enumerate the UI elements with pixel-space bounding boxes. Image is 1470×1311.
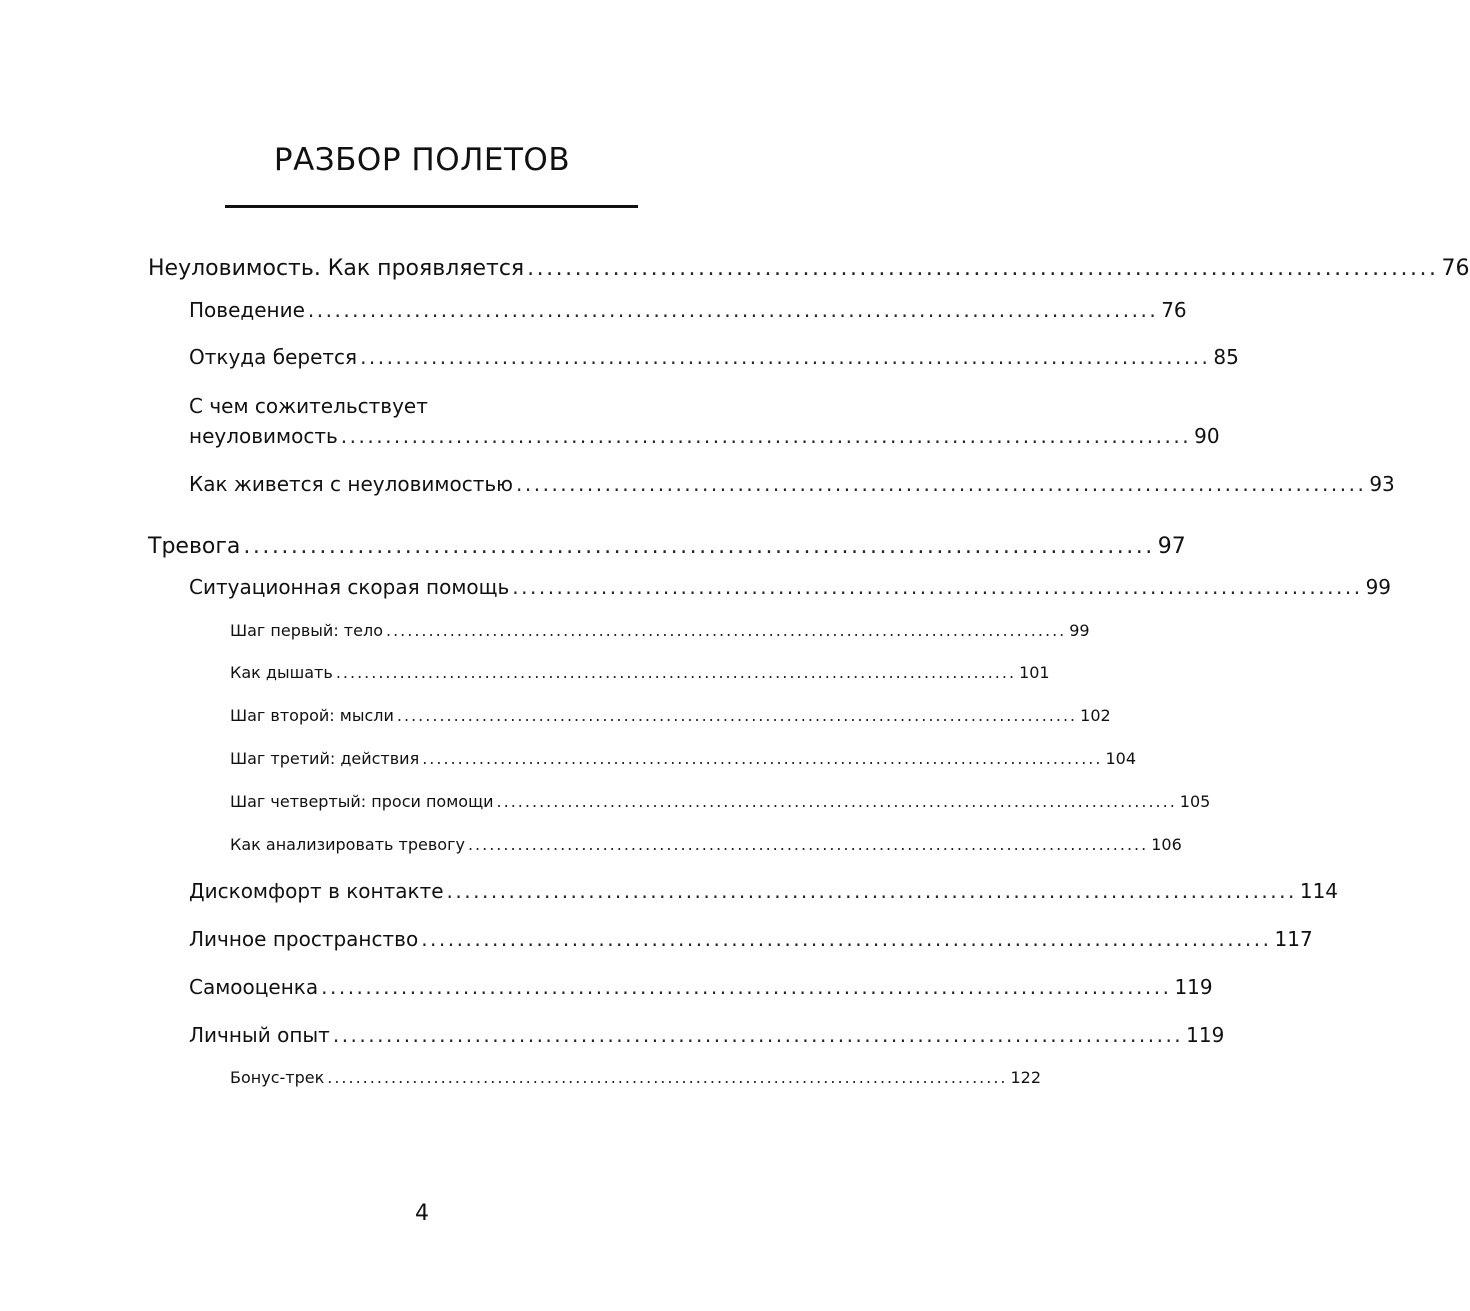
- toc-entry-shag-4[interactable]: [230, 791, 1211, 813]
- toc-entry-label: Дискомфорт в контакте: [189, 879, 444, 903]
- dot-leader: ................................................................................................: [496, 792, 1177, 811]
- dot-leader: ................................................................................................: [332, 1023, 1184, 1047]
- toc-entry-shag-1[interactable]: [230, 620, 1090, 642]
- toc-entry-page: 106: [1151, 835, 1182, 854]
- toc-entry-trevoga[interactable]: [148, 533, 1186, 561]
- dot-leader: ................................................................................................: [307, 298, 1159, 322]
- dot-leader: ................................................................................................: [421, 927, 1272, 951]
- toc-entry-page: 122: [1010, 1068, 1042, 1087]
- toc-entry-page: 99: [1365, 575, 1392, 599]
- toc-entry-shag-2[interactable]: [230, 705, 1111, 727]
- toc-entry-otkuda[interactable]: [189, 344, 1239, 370]
- toc-entry-kak-dyshat[interactable]: [230, 662, 1050, 684]
- toc-entry-page: 76: [1161, 298, 1187, 322]
- toc-entry-label: Личный опыт: [189, 1023, 330, 1047]
- dot-leader: ................................................................................................: [243, 534, 1155, 559]
- toc-entry-lichnoe-prostranstvo[interactable]: [189, 926, 1313, 952]
- toc-entry-neulovimost[interactable]: [148, 255, 1470, 283]
- toc-entry-page: 119: [1174, 975, 1213, 999]
- toc-entry-analiz-trevogi[interactable]: [230, 834, 1182, 856]
- toc-entry-page: 114: [1299, 879, 1339, 903]
- toc-entry-samoocenka[interactable]: [189, 974, 1213, 1000]
- toc-entry-label: Шаг четвертый: проси помощи: [230, 792, 494, 811]
- toc-entry-label: Шаг первый: тело: [230, 621, 383, 640]
- dot-leader: ................................................................................................: [516, 472, 1367, 496]
- toc-entry-label: Неуловимость. Как проявляется: [148, 256, 525, 281]
- toc-entry-page: 101: [1019, 663, 1050, 682]
- toc-entry-label: Поведение: [189, 298, 305, 322]
- page-number: 4: [415, 1201, 429, 1226]
- toc-entry-page: 105: [1179, 792, 1211, 811]
- toc-entry-bonus-trek[interactable]: [230, 1067, 1042, 1089]
- toc-entry-label: Самооценка: [189, 975, 319, 999]
- toc-entry-label: Как дышать: [230, 663, 333, 682]
- toc-entry-povedenie[interactable]: [189, 297, 1187, 323]
- page-title: РАЗБОР ПОЛЕТОВ: [273, 142, 571, 178]
- toc-entry-label: Личное пространство: [189, 927, 419, 951]
- toc-entry-diskomfort[interactable]: [189, 878, 1339, 904]
- toc-entry-label-line1: С чем сожительствует: [189, 394, 428, 418]
- title-underline: [225, 205, 638, 208]
- toc-entry-kak-zhivetsya[interactable]: [189, 471, 1395, 497]
- toc-entry-label: Шаг второй: мысли: [230, 706, 394, 725]
- toc-entry-page: 85: [1213, 345, 1239, 369]
- toc-entry-skoraya-pomosh[interactable]: [189, 574, 1392, 600]
- dot-leader: ................................................................................................: [527, 256, 1439, 281]
- toc-entry-shag-3[interactable]: [230, 748, 1136, 770]
- dot-leader: ................................................................................................: [340, 424, 1192, 448]
- dot-leader: ................................................................................................: [446, 879, 1297, 903]
- toc-entry-page: 76: [1441, 256, 1470, 281]
- toc-entry-lichnyj-opyt[interactable]: [189, 1022, 1225, 1048]
- toc-entry-page: 117: [1274, 927, 1313, 951]
- toc-entry-sozhitelstvuet[interactable]: [189, 423, 1220, 449]
- toc-entry-page: 97: [1157, 534, 1186, 559]
- toc-entry-label: Бонус-трек: [230, 1068, 325, 1087]
- dot-leader: ................................................................................................: [385, 621, 1067, 640]
- toc-entry-label: Как живется с неуловимостью: [189, 472, 514, 496]
- toc-entry-page: 90: [1194, 424, 1220, 448]
- toc-entry-label: Как анализировать тревогу: [230, 835, 465, 854]
- toc-entry-page: 99: [1069, 621, 1090, 640]
- toc-entry-label: неуловимость: [189, 424, 338, 448]
- dot-leader: ................................................................................................: [467, 835, 1149, 854]
- toc-entry-label: Тревога: [148, 534, 241, 559]
- dot-leader: ................................................................................................: [512, 575, 1363, 599]
- dot-leader: ................................................................................................: [360, 345, 1211, 369]
- toc-entry-page: 93: [1369, 472, 1395, 496]
- toc-entry-label: Откуда берется: [189, 345, 358, 369]
- dot-leader: ................................................................................................: [396, 706, 1078, 725]
- dot-leader: ................................................................................................: [321, 975, 1172, 999]
- dot-leader: ................................................................................................: [422, 749, 1103, 768]
- dot-leader: ................................................................................................: [327, 1068, 1008, 1087]
- toc-entry-page: 102: [1080, 706, 1111, 725]
- toc-entry-label: Шаг третий: действия: [230, 749, 420, 768]
- toc-entry-label: Ситуационная скорая помощь: [189, 575, 510, 599]
- dot-leader: ................................................................................................: [335, 663, 1017, 682]
- toc-entry-page: 119: [1186, 1023, 1225, 1047]
- toc-entry-page: 104: [1105, 749, 1136, 768]
